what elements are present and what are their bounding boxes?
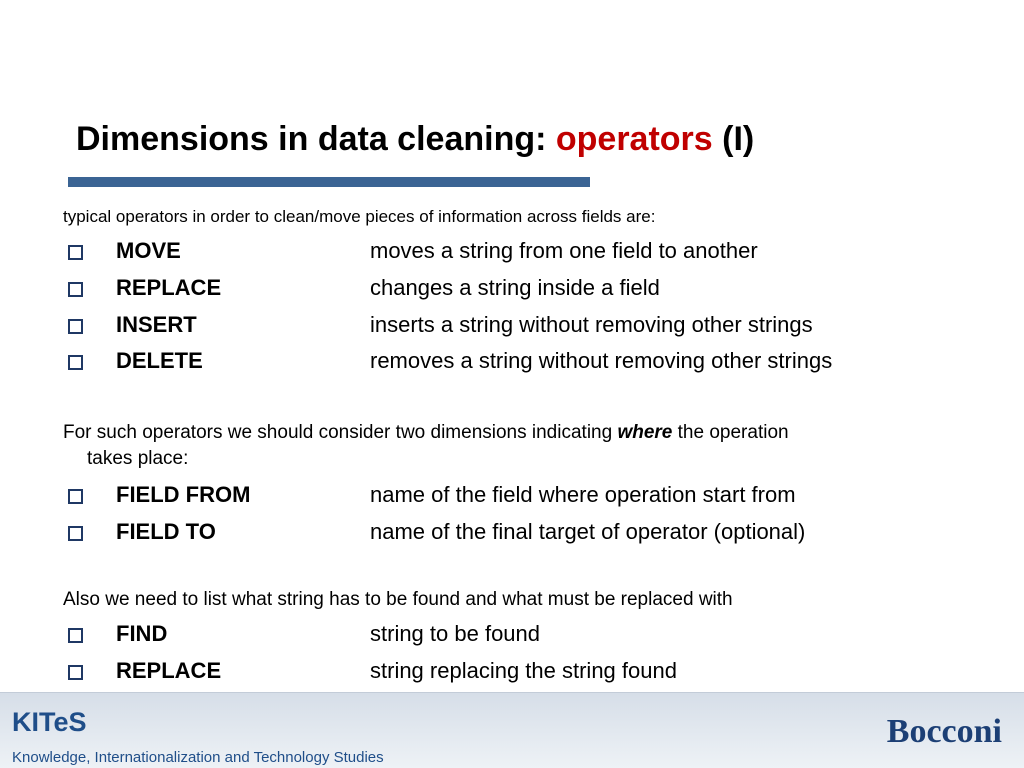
operator-description: removes a string without removing other strings xyxy=(370,348,833,373)
bullet-square-icon xyxy=(68,319,83,334)
dimensions-text-after: the operation xyxy=(672,422,789,443)
bullet-square-icon xyxy=(68,628,83,643)
replace-term: REPLACE xyxy=(116,658,222,683)
bullet-square-icon xyxy=(68,526,83,541)
bullet-square-icon xyxy=(68,245,83,260)
find-term: FIND xyxy=(116,621,168,646)
list-item xyxy=(68,275,968,305)
operator-description: changes a string inside a field xyxy=(370,275,660,300)
dimension-term: FIELD FROM xyxy=(116,482,251,507)
slide-title xyxy=(76,120,754,159)
bullet-square-icon xyxy=(68,665,83,680)
dimensions-paragraph xyxy=(63,420,943,472)
dimensions-text-continuation: takes place: xyxy=(87,448,189,469)
replace-description: string replacing the string found xyxy=(370,658,677,683)
bullet-square-icon xyxy=(68,282,83,297)
list-item xyxy=(68,482,968,512)
list-item xyxy=(68,658,968,688)
list-item xyxy=(68,312,968,342)
bocconi-logo: Bocconi xyxy=(886,713,1002,750)
list-item xyxy=(68,621,968,651)
kites-logo: KITeS xyxy=(12,707,87,737)
dimensions-text-before: For such operators we should consider two dimensions indicating xyxy=(63,422,618,443)
operator-description: inserts a string without removing other strings xyxy=(370,312,813,337)
dimension-description: name of the field where operation start from xyxy=(370,482,796,507)
dimension-term: FIELD TO xyxy=(116,519,216,544)
dimension-description: name of the final target of operator (optional) xyxy=(370,519,806,544)
footer-tagline: Knowledge, Internationalization and Technology Studies xyxy=(12,749,384,766)
bullet-square-icon xyxy=(68,355,83,370)
title-suffix: (I) xyxy=(712,120,755,158)
find-paragraph: Also we need to list what string has to be found and what must be replaced with xyxy=(63,589,733,610)
footer-band xyxy=(0,692,1024,768)
title-underline-rule xyxy=(68,177,590,187)
operator-description: moves a string from one field to another xyxy=(370,238,758,263)
operator-term: REPLACE xyxy=(116,275,222,300)
title-accent: operators xyxy=(555,120,713,158)
operator-term: DELETE xyxy=(116,348,203,373)
dimensions-emphasis: where xyxy=(617,422,673,443)
title-main: Dimensions in data cleaning: xyxy=(76,120,556,158)
operator-term: MOVE xyxy=(116,238,181,263)
list-item xyxy=(68,519,968,549)
bullet-square-icon xyxy=(68,489,83,504)
find-description: string to be found xyxy=(370,621,541,646)
intro-text: typical operators in order to clean/move pieces of information across fields are: xyxy=(63,207,656,226)
list-item xyxy=(68,348,968,378)
operator-term: INSERT xyxy=(116,312,197,337)
list-item xyxy=(68,238,968,268)
